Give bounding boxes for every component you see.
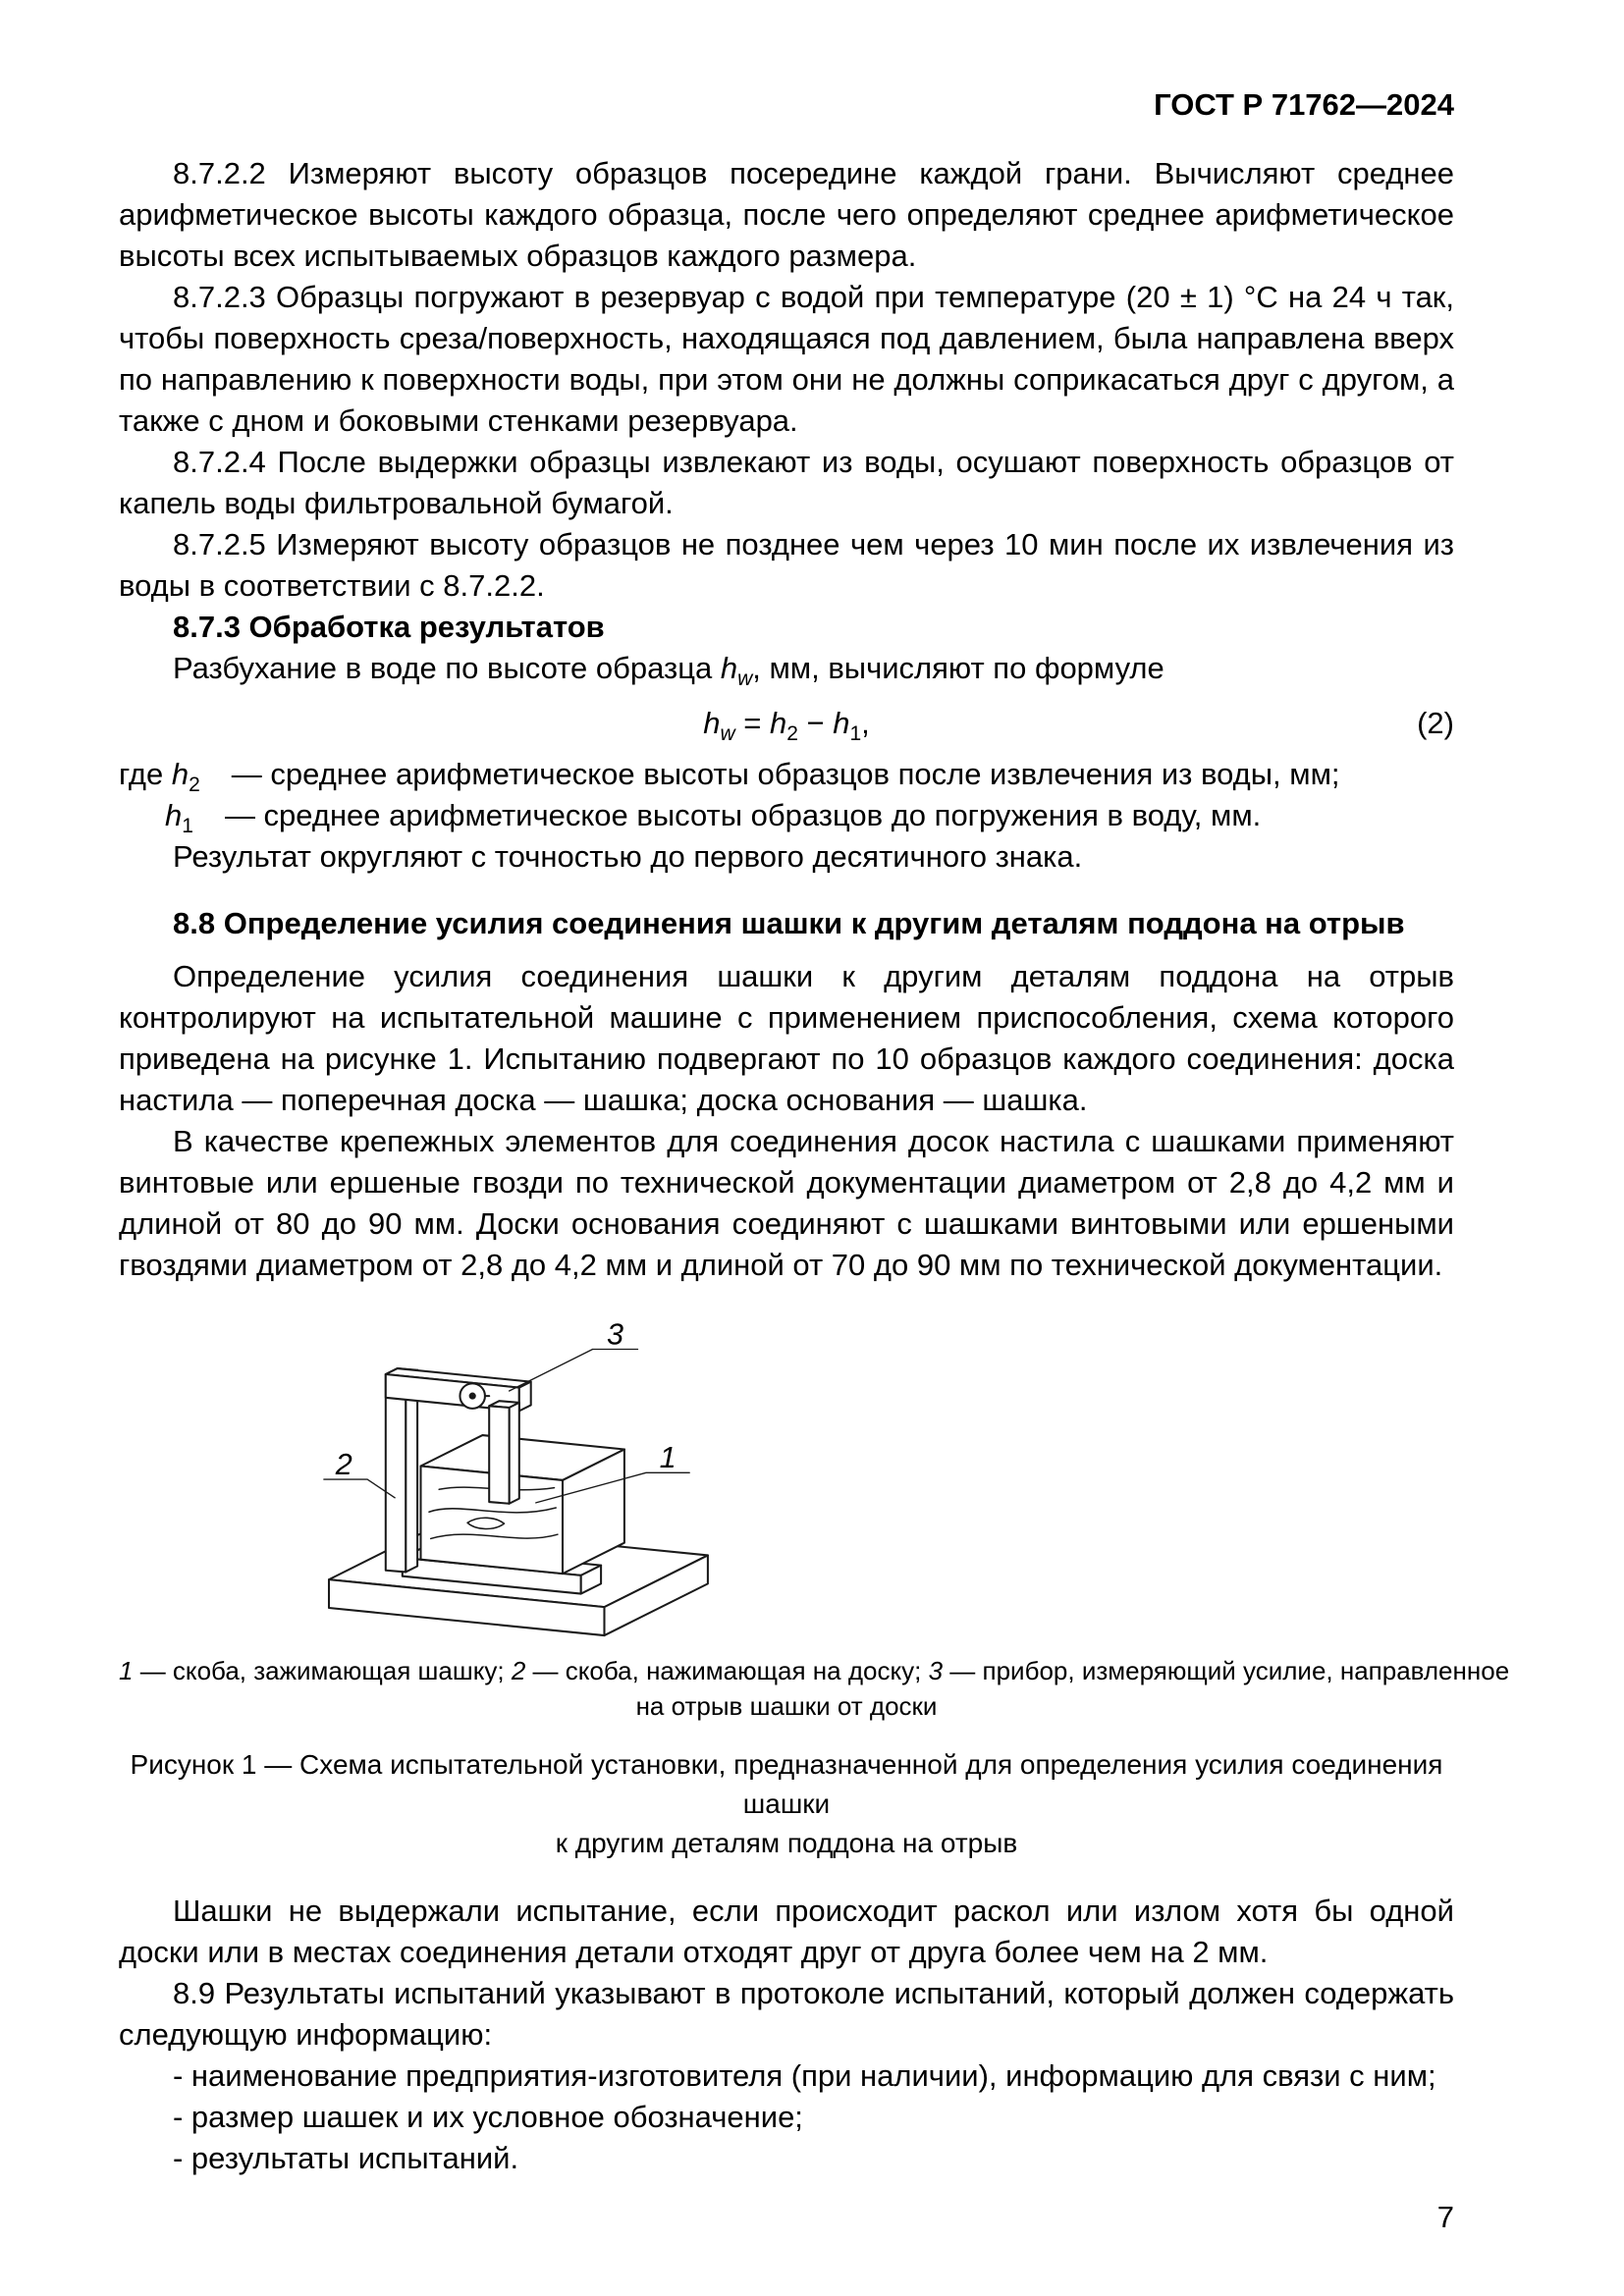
list-item-3: - результаты испытаний.: [173, 2141, 519, 2175]
formula-2: [119, 703, 1454, 744]
formula-rhs1: h: [769, 706, 787, 740]
formula-where-line-1: [119, 754, 1454, 795]
legend-text-2: — скоба, нажимающая на доску;: [525, 1656, 929, 1685]
paragraph-shashki: Шашки не выдержали испытание, если происходит раскол или излом хотя бы одной доски или в местах соединения детали отходят друг от друга более чем на 2 мм.: [119, 1894, 1454, 1969]
figure-caption-line-1: Рисунок 1 — Схема испытательной установки, предназначенной для определения усилия соединения шашки: [130, 1749, 1443, 1819]
list-item-1: - наименование предприятия-изготовителя (при наличии), информацию для связи с ним;: [173, 2058, 1436, 2093]
page-number: 7: [1436, 2200, 1454, 2234]
where-var-h2-sub: 2: [189, 774, 200, 797]
paragraph-8722: 8.7.2.2 Измеряют высоту образцов посередине каждой грани. Вычисляют среднее арифметическое высоты каждого образца, после чего определяют среднее арифметическое высоты всех испытываемых образцов каждого размера.: [119, 156, 1454, 273]
pull-rod: [489, 1401, 519, 1504]
wood-block: [421, 1435, 624, 1574]
list-item-2: - размер шашек и их условное обозначение;: [173, 2100, 803, 2134]
formula-intro-sub: w: [737, 667, 753, 691]
formula-intro-var: h: [720, 651, 738, 685]
where-var-h1-sub: 1: [182, 815, 193, 838]
paragraph-88-1: Определение усилия соединения шашки к другим деталям поддона на отрыв контролируют на испытательной машине с применением приспособления, схема которого приведена на рисунке 1. Испытанию подвергают по 10 образцов каждого соединения: доска настила — поперечная доска — шашка; доска основания — шашка.: [119, 959, 1454, 1117]
paragraph-8723: 8.7.2.3 Образцы погружают в резервуар с водой при температуре (20 ± 1) °С на 24 ч так, чтобы поверхность среза/поверхность, находящаяся под давлением, была направлена вверх по направлению к поверхности воды, при этом они не должны соприкасаться друг с другом, а также с дном и боковыми стенками резервуара.: [119, 280, 1454, 438]
where-lead: где: [119, 757, 172, 791]
formula-intro: [119, 648, 1454, 689]
formula-rhs1-sub: 2: [786, 722, 798, 746]
heading-88: 8.8 Определение усилия соединения шашки к другим деталям поддона на отрыв: [173, 906, 1405, 940]
where-var-h1: h: [165, 798, 183, 832]
figure-label-3: 3: [607, 1317, 624, 1352]
where-text-1: — среднее арифметическое высоты образцов после извлечения из воды, мм;: [231, 757, 1340, 791]
page-content: [119, 84, 1510, 2238]
figure-caption-line-2: к другим деталям поддона на отрыв: [555, 1828, 1018, 1858]
heading-873: 8.7.3 Обработка результатов: [173, 610, 605, 644]
paragraph-89: 8.9 Результаты испытаний указывают в протоколе испытаний, который должен содержать следующую информацию:: [119, 1976, 1454, 2052]
legend-num-3: 3: [928, 1656, 944, 1685]
leader-2: [324, 1479, 395, 1498]
figure-label-2: 2: [335, 1448, 352, 1481]
paragraph-88-2: В качестве крепежных элементов для соединения досок настила с шашками применяют винтовые или ершеные гвозди по технической документации диаметром от 2,8 до 4,2 мм и длиной от 80 до 90 мм. Доски основания соединяют с шашками винтовыми или ершеными гвоздями диаметром от 2,8 до 4,2 мм и длиной от 70 до 90 мм по технической документации.: [119, 1124, 1454, 1282]
figure-1: [119, 1308, 1510, 1863]
legend-text-3: — прибор, измеряющий усилие, направленное: [943, 1656, 1510, 1685]
legend-text-1: — скоба, зажимающая шашку;: [133, 1656, 512, 1685]
document-header: ГОСТ Р 71762—2024: [1154, 87, 1454, 122]
figure-legend-line-1: [119, 1653, 1510, 1688]
formula-intro-text: Разбухание в воде по высоте образца: [173, 651, 721, 685]
where-text-2: — среднее арифметическое высоты образцов до погружения в воду, мм.: [224, 798, 1262, 832]
where-var-h2: h: [171, 757, 189, 791]
formula-result-note: Результат округляют с точностью до первого десятичного знака.: [173, 839, 1083, 874]
formula-expression: [703, 703, 870, 744]
formula-number: (2): [1417, 706, 1454, 740]
formula-comma: ,: [861, 706, 870, 740]
paragraph-8724: 8.7.2.4 После выдержки образцы извлекают из воды, осушают поверхность образцов от капель воды фильтровальной бумагой.: [119, 445, 1454, 520]
formula-where-line-2: [119, 795, 1454, 836]
formula-intro-post: , мм, вычисляют по формуле: [752, 651, 1164, 685]
figure-caption: [119, 1745, 1454, 1863]
paragraph-8725: 8.7.2.5 Измеряют высоту образцов не позднее чем через 10 мин после их извлечения из воды в соответствии с 8.7.2.2.: [119, 527, 1454, 603]
formula-minus: −: [797, 706, 834, 740]
formula-lhs-sub: w: [720, 722, 735, 746]
figure-legend: [119, 1653, 1510, 1724]
figure-label-1: 1: [659, 1441, 677, 1475]
legend-num-2: 2: [511, 1656, 526, 1685]
formula-equals: =: [734, 706, 770, 740]
formula-lhs: h: [703, 706, 721, 740]
figure-1-drawing: [296, 1308, 763, 1641]
formula-rhs2-sub: 1: [849, 722, 862, 746]
figure-legend-line-2: на отрыв шашки от доски: [635, 1691, 938, 1721]
legend-num-1: 1: [119, 1656, 134, 1685]
formula-rhs2: h: [833, 706, 850, 740]
